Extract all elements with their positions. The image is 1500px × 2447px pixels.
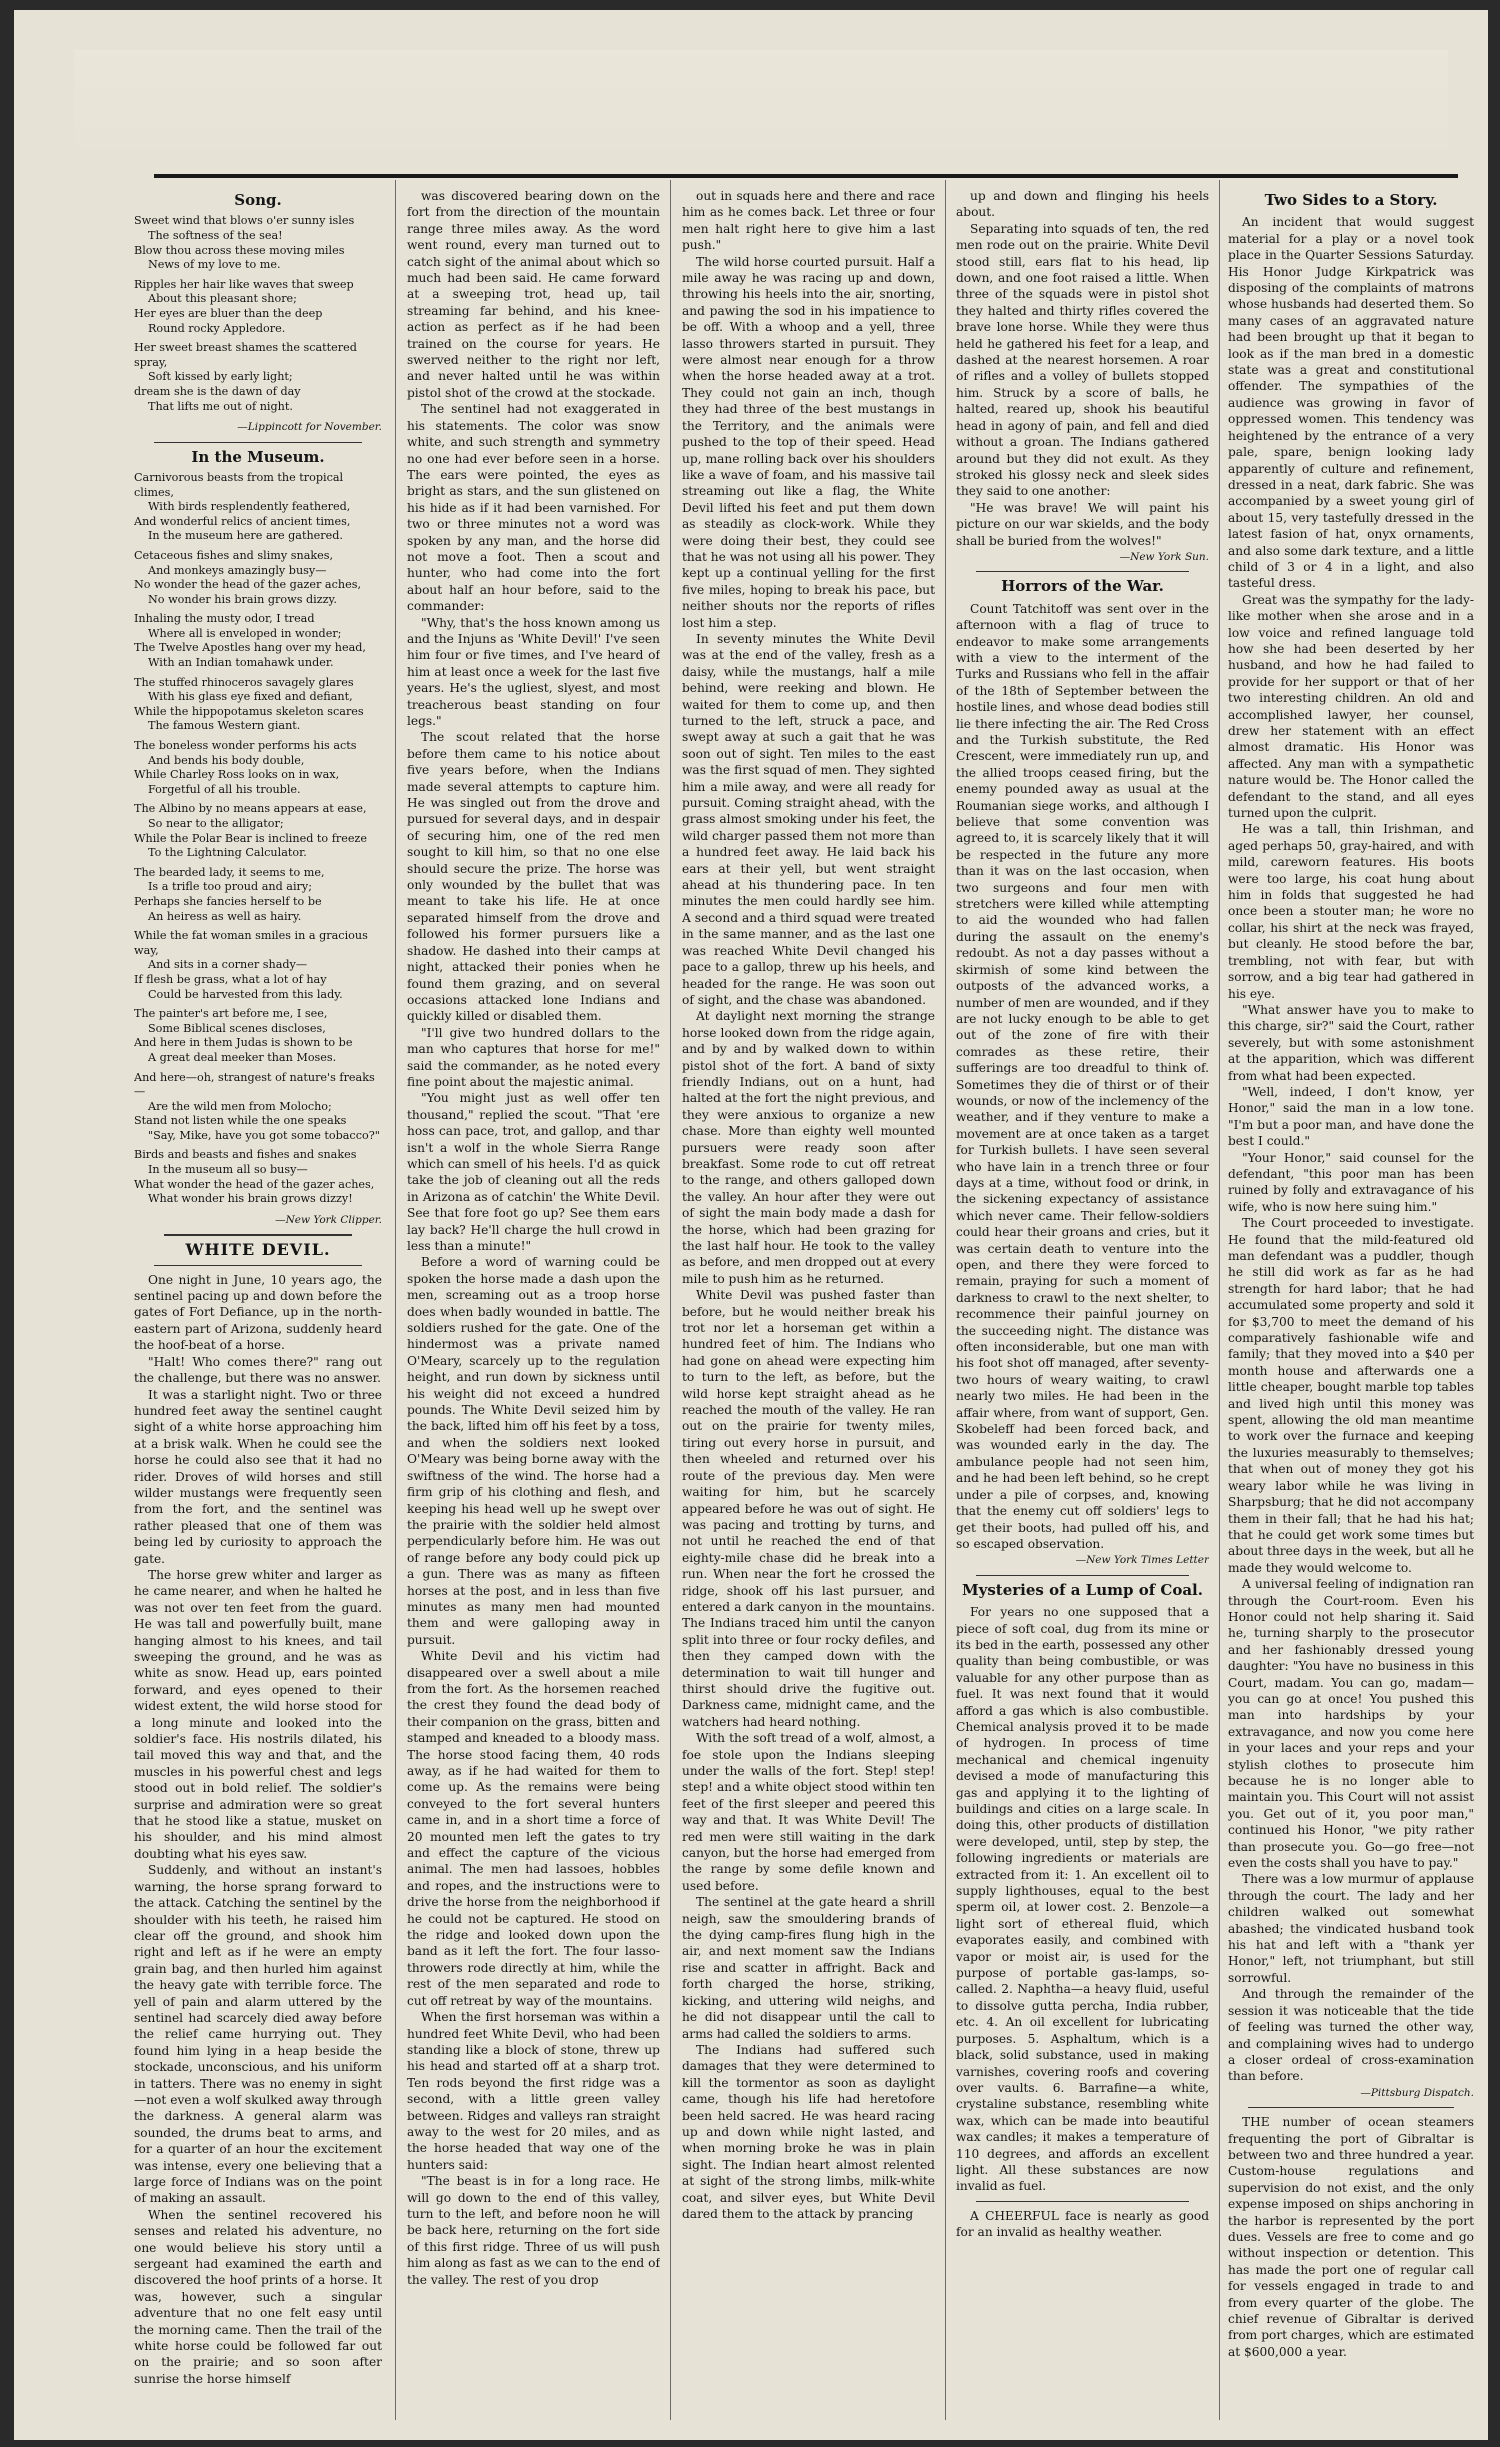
newspaper-page <box>14 10 1488 2440</box>
poem-line: Forgetful of all his trouble. <box>148 782 301 796</box>
poem-line: And sits in a corner shady— <box>148 958 308 972</box>
paragraph: When the first horseman was within a hundred feet White Devil, who had been standing like a block of stone, threw up his head and started off at a sharp trot. Ten rods beyond the first ridge was a second, with a little green valley between. Ridges and valleys ran straight away to the west for 20 miles, and as the horse headed that way one of the hunters said: <box>407 2010 660 2172</box>
paragraph: In seventy minutes the White Devil was at the end of the valley, fresh as a daisy, while the mustangs, half a mile behind, were reeking and blown. He waited for them to come up, and then turned to the left, struck a pace, and swept away at such a gait that he was soon out of sight. Ten miles to the east was the first squad of men. They sighted him a mile away, and were all ready for pursuit. Coming straight ahead, with the grass almost smoking under his feet, the wild charger passed them not more than a hundred feet away. He laid back his ears at their yell, but went straight ahead at his thundering pace. In ten minutes the men could hardly see him. A second and a third squad were treated in the same manner, and as the last one was reached White Devil changed his pace to a gallop, threw up his heels, and headed for the range. He was soon out of sight, and the chase was abandoned. <box>682 631 935 1007</box>
poem-line: Her sweet breast shames the scattered spray, <box>134 341 357 369</box>
paragraph: Count Tatchitoff was sent over in the afternoon with a flag of truce to endeavor to make some arrangements with a view to the interment of the Turks and Russians who fell in the affair of the 18th of September between the hostile lines, and whose dead bodies still lie there infecting the air. The Red Cross and the Turkish substitute, the Red Crescent, were immediately run up, and the allied troops ceased firing, but the enemy pounded away as usual at the Roumanian siege works, and although I believe that some convention was agreed to, it is scarcely likely that it will be respected in the future any more than it was on the last occasion, when two surgeons and four men with stretchers were killed while attempting to aid the wounded who had fallen during the assault on the enemy's redoubt. As not a day passes without a skirmish of some kind between the outposts of the advanced works, a number of men are wounded, and if they are not lucky enough to be able to get out of the zone of fire with their comrades as these retire, their sufferings are too dreadful to think of. Sometimes they die of thirst or of their wounds, or now of the inclemency of the weather, and if they venture to make a movement are at once taken as a target for Turkish bullets. I have seen several who have lain in a trench three or four days at a time, without food or drink, in the sickening expectancy of assistance which never came. Their fellow-soldiers could hear their groans and cries, but it was certain death to venture into the open, and there they were forced to remain, praying for such a moment of darkness to crawl to the next shelter, to recommence their painful journey on the succeeding night. The distance was often inconsiderable, but one man with his foot shot off managed, after seventy-two hours of weary waiting, to crawl nearly two miles. He had been in the affair where, from want of support, Gen. Skobeleff had been forced back, and was wounded early in the day. The ambulance people had not seen him, and he had been left behind, so he crept under a pile of corpses, and, knowing that the enemy cut off soldiers' legs to get their boots, had pulled off his, and so escaped observation. <box>956 601 1209 1551</box>
paragraph: And through the remainder of the session it was noticeable that the tide of feeling was turned the other way, and complaining wives had to undergo a closer ordeal of cross-examination than before. <box>1228 1987 1474 2084</box>
poem-line: While the Polar Bear is inclined to freeze <box>134 831 367 845</box>
gibraltar-item: THE number of ocean steamers frequenting the port of Gibraltar is between two and three hundred a year. Custom-house regulations and supervision do not exist, and the only expense imposed on ships anchoring in the harbor is represented by the port dues. Vessels are free to come and go without inspection or detention. This has made the port one of regular call for vessels engaged in trade to and from every quarter of the globe. The chief revenue of Gibraltar is derived from port charges, which are estimated at $600,000 a year. <box>1228 2115 1474 2359</box>
paragraph: The wild horse courted pursuit. Half a mile away he was racing up and down, throwing his heels into the air, snorting, and pawing the sod in his impatience to be off. With a whoop and a yell, three lasso throwers started in pursuit. They were almost near enough for a throw when the horse headed away at a trot. They could not gain an inch, though they had three of the best mustangs in the Territory, and the animals were pushed to the top of their speed. Head up, mane rolling back over his shoulders like a wave of foam, and his massive tail streaming out like a flag, the White Devil lifted his feet and put them down as steadily as clock-work. While they were doing their best, they could see that he was not using all his power. They kept up a continual yelling for the first five miles, hoping to break his pace, but neither shouts nor the reports of rifles lost him a step. <box>682 254 935 630</box>
poem-line: No wonder his brain grows dizzy. <box>148 592 337 606</box>
museum-poem <box>134 471 382 1207</box>
poem-line: A great deal meeker than Moses. <box>148 1050 337 1064</box>
paragraph: Before a word of warning could be spoken the horse made a dash upon the men, screaming out as a troop horse does when badly wounded in battle. The soldiers rushed for the gate. One of the hindermost was a private named O'Meary, scarcely up to the regulation height, and run down by sickness until his weight did not exceed a hundred pounds. The White Devil seized him by the back, lifted him off his feet by a toss, and when the soldiers next looked O'Meary was being borne away with the swiftness of the wind. The horse had a firm grip of his clothing and flesh, and keeping his head well up he swept over the prairie with the soldier held almost perpendicularly before him. He was out of range before any body could pick up a gun. There was as many as fifteen horses at the post, and in less than five minutes as many men had mounted them and were galloping away in pursuit. <box>407 1255 660 1647</box>
poem-line: And bends his body double, <box>148 753 305 767</box>
white-devil-story-cont <box>682 188 935 2222</box>
poem-line: Birds and beasts and fishes and snakes <box>134 1148 357 1162</box>
coal-title: Mysteries of a Lump of Coal. <box>962 1580 1203 1599</box>
column-2 <box>407 188 660 2418</box>
paragraph: There was a low murmur of applause through the court. The lady and her children walked out somewhat abashed; the vindicated husband took his hat and left with a "thank yer Honor," left, not triumphant, but still sorrowful. <box>1228 1872 1474 1985</box>
section-rule <box>976 571 1189 572</box>
poem-line: Carnivorous beasts from the tropical climes, <box>134 470 344 499</box>
paragraph: "Well, indeed, I don't know, yer Honor," said the man in a low tone. "I'm but a poor man, and have done the best I could." <box>1228 1084 1474 1149</box>
poem-line: Cetaceous fishes and slimy snakes, <box>134 548 334 562</box>
dispatch-credit: —Pittsburg Dispatch. <box>1360 2086 1474 2099</box>
poem-line: What wonder his brain grows dizzy! <box>148 1192 353 1206</box>
paragraph: up and down and flinging his heels about. <box>956 189 1209 220</box>
paragraph: White Devil and his victim had disappeared over a swell about a mile from the fort. As the horsemen reached the crest they found the dead body of their companion on the grass, bitten and stamped and kneaded to a bloody mass. The horse stood facing them, 40 rods away, as if he had waited for them to come up. As the remains were being conveyed to the fort several hunters came in, and in a short time a force of 20 mounted men left the gates to try and effect the capture of the vicious animal. The men had lassoes, hobbles and ropes, and the instructions were to drive the horse from the neighborhood if he could not be captured. He stood on the ridge and looked down upon the band as it left the fort. The four lasso-throwers rode directly at him, while the rest of the men separated and rode to cut off retreat by way of the mountains. <box>407 1649 660 2008</box>
paragraph: was discovered bearing down on the fort from the direction of the mountain range three miles away. As the word went round, every man turned out to catch sight of the animal about which so much had been said. He came forward at a sweeping trot, head up, tail streaming far behind, and his knee-action as perfect as if he had been trained on the course for years. He swerved neither to the right nor left, and never halted until he was within pistol shot of the crowd at the stockade. <box>407 189 660 400</box>
paragraph: The Court proceeded to investigate. He found that the mild-featured old man defendant was a puddler, though he still did work as far as he had strength for hard labor; that he had accumulated some property and sold it for $3,700 to meet the demand of his comparatively fashionable wife and family; that they moved into a $40 per month house and afterwards one a little cheaper, bought marble top tables and lived high until this money was spent, allowing the old man meantime to work over the furnace and keeping the luxuries measurably to themselves; that when out of money they got his weary labor while he was living in Sharpsburg; that he did not accompany them in their fall; that he had his hat; that he could get work some times but about three days in the week, but all he made they would welcome to. <box>1228 1216 1474 1575</box>
poem-line: With his glass eye fixed and defiant, <box>148 690 353 704</box>
poem-line: And wonderful relics of ancient times, <box>134 514 351 528</box>
paragraph: At daylight next morning the strange horse looked down from the ridge again, and by and by walked down to within pistol shot of the fort. A band of sixty friendly Indians, out on a hunt, had halted at the fort the night previous, and they were anxious to organize a new chase. More than eighty well mounted pursuers were ready soon after breakfast. Some rode to cut off retreat to the range, and others galloped down the valley. An hour after they were out of sight the main body made a dash for the horse, which had been grazing for the last half hour. He took to the valley as before, and men dropped out at every mile to push him as he returned. <box>682 1009 935 1286</box>
column-1 <box>134 188 382 2418</box>
poem-line: "Say, Mike, have you got some tobacco?" <box>148 1128 380 1142</box>
paragraph: He was a tall, thin Irishman, and aged perhaps 50, gray-haired, and with mild, careworn features. His boots were too large, his coat hung about him in folds that suggested he had once been a stouter man; he wore no collar, his shirt at the neck was frayed, but cleanly. He stood before the bar, trembling, not with fear, but with sorrow, and a big tear had gathered in his eye. <box>1228 822 1474 1001</box>
paragraph: Suddenly, and without an instant's warning, the horse sprang forward to the attack. Catching the sentinel by the shoulder with his teeth, he raised him clear off the ground, and shook him right and left as if he were an empty grain bag, and then hurled him against the heavy gate with terrible force. The yell of pain and alarm uttered by the sentinel had scarcely died away before the relief came hurrying out. They found him lying in a heap beside the stockade, unconscious, and his uniform in tatters. There was no enemy in sight—not even a wolf skulked away through the darkness. A general alarm was sounded, the drums beat to arms, and for a quarter of an hour the excitement was intense, every one believing that a large force of Indians was on the point of making an assault. <box>134 1863 382 2206</box>
paragraph: The horse grew whiter and larger as he came nearer, and when he halted he was not over ten feet from the guard. He was tall and powerfully built, mane hanging almost to his knees, and tail sweeping the ground, and he was as white as snow. Head up, ears pointed forward, and eyes opened to their widest extent, the wild horse stood for a long minute and looked into the soldier's face. His nostrils dilated, his tail moved this way and that, and the muscles in his powerful chest and legs stood out in bold relief. The soldier's surprise and admiration were so great that he stood like a statue, musket on his shoulder, and his mind almost doubting what his eyes saw. <box>134 1567 382 1861</box>
poem-line: With an Indian tomahawk under. <box>148 656 334 670</box>
poem-line: Soft kissed by early light; <box>148 370 293 384</box>
paragraph: "What answer have you to make to this charge, sir?" said the Court, rather severely, but with some astonishment at the apparition, which was different from what had been expected. <box>1228 1002 1474 1083</box>
poem-line: And here—oh, strangest of nature's freaks— <box>134 1070 375 1099</box>
poem-line: Where all is enveloped in wonder; <box>148 626 342 640</box>
column-divider <box>670 180 671 2420</box>
paragraph: The Indians had suffered such damages that they were determined to kill the tormentor as soon as daylight came, though his life had heretofore been held sacred. He was heard racing up and down while night lasted, and when morning broke he was in plain sight. The Indian heart almost relented at sight of the strong limbs, milk-white coat, and silver eyes, but White Devil dared them to the attack by prancing <box>682 2042 935 2221</box>
poem-line: About this pleasant shore; <box>148 292 297 306</box>
poem-line: The softness of the sea! <box>148 229 283 242</box>
poem-line: An heiress as well as hairy. <box>148 909 302 923</box>
paragraph: "Why, that's the hoss known among us and the Injuns as 'White Devil!' I've seen him four or five times, and I've heard of him at least once a week for the last five years. He's the ugliest, slyest, and most treacherous beast standing on four legs." <box>407 615 660 728</box>
paragraph: "Your Honor," said counsel for the defendant, "this poor man has been ruined by folly and extravagance of his wife, who is now here suing him." <box>1228 1150 1474 1214</box>
section-rule <box>976 1575 1189 1576</box>
poem-line: Sweet wind that blows o'er sunny isles <box>134 214 355 228</box>
paragraph: An incident that would suggest material for a play or a novel took place in the Quarter Sessions Saturday. His Honor Judge Kirkpatrick was disposing of the complaints of matrons whose husbands had deserted them. So many cases of an aggravated nature had been brought up that it began to look as if the man bred in a domestic state was a great and constitutional offender. The sympathies of the audience was growing in favor of oppressed women. This tendency was heightened by the entrance of a very pale, spare, benign looking lady apparently of culture and refinement, dressed in a neat, dark fabric. She was accompanied by a sweet young girl of about 15, very tastefully dressed in the latest fasion of hat, onyx ornaments, and also some dark texture, and a little child of 3 or 4 in a light, and also tasteful dress. <box>1228 215 1474 591</box>
paragraph: "Halt! Who comes there?" rang out the challenge, but there was no answer. <box>134 1354 382 1386</box>
song-poem <box>134 214 382 414</box>
poem-line: The stuffed rhinoceros savagely glares <box>134 675 354 689</box>
section-rule <box>164 1234 352 1236</box>
poem-line: Are the wild men from Molocho; <box>148 1099 332 1113</box>
poem-line: And here in them Judas is shown to be <box>134 1036 353 1050</box>
poem-line: With birds resplendently feathered, <box>148 500 351 514</box>
paragraph: "The beast is in for a long race. He will go down to the end of this valley, turn to the left, and before noon he will be back here, returning on the fort side of this first ridge. Three of us will push him along as fast as we can to the end of the valley. The rest of you drop <box>407 2174 660 2287</box>
poem-line: In the museum all so busy— <box>148 1163 308 1177</box>
poem-line: Some Biblical scenes discloses, <box>148 1021 326 1035</box>
times-credit: —New York Times Letter <box>1075 1554 1209 1567</box>
top-rule <box>154 174 1458 178</box>
museum-credit: —New York Clipper. <box>275 1213 382 1226</box>
paragraph: It was a starlight night. Two or three hundred feet away the sentinel caught sight of a white horse approaching him at a brisk walk. When he could see the horse he could also see that it had no rider. Droves of wild horses and still wilder mustangs were frequently seen from the fort, and the sentinel was rather pleased that one of them was being led by curiosity to approach the gate. <box>134 1387 382 1566</box>
song-credit: —Lippincott for November. <box>237 421 382 434</box>
coal-story <box>956 1604 1209 2195</box>
white-devil-story <box>134 1272 382 2388</box>
paragraph: White Devil was pushed faster than before, but he would neither break his trot nor let a horseman get within a hundred feet of him. The Indians who had gone on ahead were expecting him to turn to the left, as before, but the wild horse kept straight ahead as he reached the mouth of the valley. He ran out on the prairie for twenty miles, tiring out every horse in pursuit, and then wheeled and returned over his route of the previous day. Men were waiting for him, but he scarcely appeared before he was out of sight. He was pacing and trotting by turns, and not until he reached the end of that eighty-mile chase did he break into a run. When near the fort he crossed the ridge, shook off his last pursuer, and entered a dark canyon in the mountains. The Indians traced him until the canyon split into three or four rocky defiles, and then they camped down with the determination to wait till hunger and thirst should drive the fugitive out. Darkness came, midnight came, and the watchers had heard nothing. <box>682 1288 935 1729</box>
poem-line: Is a trifle too proud and airy; <box>148 880 312 894</box>
paragraph: One night in June, 10 years ago, the sentinel pacing up and down before the gates of Fort Defiance, up in the north-eastern part of Arizona, suddenly heard the hoof-beat of a horse. <box>134 1272 382 1353</box>
two-sides-title: Two Sides to a Story. <box>1264 191 1438 209</box>
song-title: Song. <box>234 191 282 209</box>
poem-line: While the hippopotamus skeleton scares <box>134 704 364 718</box>
paragraph: out in squads here and there and race him as he comes back. Let three or four men halt right here to give him a last push." <box>682 189 935 253</box>
paragraph: "I'll give two hundred dollars to the man who captures that horse for me!" said the commander, as he noted every fine point about the majestic animal. <box>407 1025 660 1089</box>
column-4 <box>956 188 1209 2418</box>
paragraph: When the sentinel recovered his senses and related his adventure, no one would believe his story until a sergeant had examined the earth and discovered the hoof prints of a horse. It was, however, such a singular adventure that no one felt easy until the morning came. Then the trail of the white horse could be followed far out on the prairie; and so soon after sunrise the horse himself <box>134 2207 382 2386</box>
poem-line: In the museum here are gathered. <box>148 529 343 543</box>
poem-line: The painter's art before me, I see, <box>134 1007 328 1021</box>
poem-line: The Twelve Apostles hang over my head, <box>134 641 366 655</box>
poem-line: Her eyes are bluer than the deep <box>134 306 323 320</box>
poem-line: That lifts me out of night. <box>148 399 293 413</box>
paragraph: Great was the sympathy for the lady-like mother when she arose and in a low voice and refined language told how she had been deserted by her husband, and how he had failed to provide for her support or that of her two interesting children. An old and accomplished lawyer, her counsel, drew her statement with an effect almost dramatic. His Honor was affected. Any man with a sympathetic nature would be. The Honor called the defendant to the stand, and all eyes turned upon the culprit. <box>1228 592 1474 821</box>
poem-line: What wonder the head of the gazer aches, <box>134 1177 375 1191</box>
poem-line: Round rocky Appledore. <box>148 321 286 335</box>
poem-line: No wonder the head of the gazer aches, <box>134 578 361 592</box>
column-divider <box>945 180 946 2420</box>
poem-line: Stand not listen while the one speaks <box>134 1114 347 1128</box>
poem-line: The Albino by no means appears at ease, <box>134 802 367 816</box>
poem-line: Inhaling the musty odor, I tread <box>134 612 315 626</box>
poem-line: So near to the alligator; <box>148 817 284 830</box>
section-rule <box>154 1265 362 1266</box>
poem-line: Perhaps she fancies herself to be <box>134 894 322 908</box>
poem-line: The boneless wonder performs his acts <box>134 739 357 753</box>
poem-line: While the fat woman smiles in a gracious way, <box>134 929 368 957</box>
poem-line: The famous Western giant. <box>148 719 301 733</box>
paragraph: The scout related that the horse before them came to his notice about five years before, when the Indians made several attempts to capture him. He was singled out from the drove and pursued for several days, and in despair of securing him, one of the red men sought to kill him, so that no one else should secure the prize. The horse was only wounded by the bullet that was meant to take his life. He at once separated himself from the drove and followed his former pursuers like a shadow. He dashed into their camps at night, attacked their ponies when he found them grazing, and on several occasions attacked lone Indians and quickly killed or disabled them. <box>407 730 660 1024</box>
paragraph: For years no one supposed that a piece of soft coal, dug from its mine or its bed in the earth, possessed any other quality than being combustible, or was valuable for any other purpose than as fuel. It was next found that it would afford a gas which is also combustible. Chemical analysis proved it to be made of hydrogen. In process of time mechanical and chemical ingenuity devised a mode of manufacturing this gas and applying it to the lighting of buildings and cities on a large scale. In doing this, other products of distillation were developed, until, step by step, the following ingredients or materials are extracted from it: 1. An excellent oil to supply lighthouses, equal to the best sperm oil, at lower cost. 2. Benzole—a light sort of ethereal fluid, which evaporates easily, and combined with vapor or moist air, is used for the purpose of portable gas-lamps, so-called. 2. Naphtha—a heavy fluid, useful to dissolve gutta percha, India rubber, etc. 4. An oil excellent for lubricating purposes. 5. Asphaltum, which is a black, solid substance, used in making varnishes, covering roofs and covering over vaults. 6. Barrafine—a white, crystaline substance, resembling white wax, which can be made into beautiful wax candles; it makes a temperature of 110 degrees, and affords an excellent light. All these substances are now invalid as fuel. <box>956 1605 1209 2194</box>
masthead-bleedthrough <box>74 50 1448 170</box>
paragraph: Separating into squads of ten, the red men rode out on the prairie. White Devil stood still, ears flat to his head, lip down, and one foot raised a little. When three of the squads were in pistol shot they halted and thirty rifles covered the brave lone horse. While they were thus held he gathered his feet for a leap, and dashed at the nearest horsemen. A roar of rifles and a volley of bullets stopped him. Struck by a score of balls, he halted, reared up, shook his beautiful head in agony of pain, and fell and died without a groan. The Indians gathered around but they did not exult. As they stroked his glossy neck and sleek sides they said to one another: <box>956 221 1209 499</box>
poem-line: Could be harvested from this lady. <box>148 987 343 1001</box>
poem-line: Ripples her hair like waves that sweep <box>134 277 354 291</box>
horrors-title: Horrors of the War. <box>1001 577 1164 596</box>
section-rule <box>154 442 362 443</box>
section-rule <box>1248 2107 1454 2108</box>
white-devil-title: WHITE DEVIL. <box>185 1240 331 1260</box>
museum-title: In the Museum. <box>191 447 325 466</box>
horrors-story <box>956 601 1209 1553</box>
paragraph: The sentinel had not exaggerated in his statements. The color was snow white, and such strength and symmetry no one had ever before seen in a horse. The ears were pointed, the eyes as bright as stars, and the sun glistened on his hide as if it had been varnished. For two or three minutes not a word was spoken by any man, and the horse did not move a foot. Then a scout and hunter, who had come into the fort about half an hour before, said to the commander: <box>407 402 660 614</box>
poem-line: If flesh be grass, what a lot of hay <box>134 972 327 986</box>
paragraph: With the soft tread of a wolf, almost, a foe stole upon the Indians sleeping under the walls of the fort. Step! step! step! and a white object stood within ten feet of the first sleeper and peered this way and that. It was White Devil! The red men were still waiting in the dark canyon, but the horse had emerged from the range by some defile known and used before. <box>682 1731 935 1893</box>
paragraph: A universal feeling of indignation ran through the Court-room. Even his Honor could not help sharing it. Said he, turning sharply to the prosecutor and her fashionably dressed young daughter: "You have no business in this Court, madam. You can go, madam—you can go at once! You pushed this man into hardships by your extravagance, and now you come here in your laces and your reps and your stylish clothes to prosecute him because he is no longer able to maintain you. This Court will not assist you. Get out of it, you poor man," continued his Honor, "we pity rather than prosecute you. Go—go free—not even the costs shall you have to pay." <box>1228 1577 1474 1871</box>
column-divider <box>395 180 396 2420</box>
poem-line: News of my love to me. <box>148 258 281 272</box>
column-5 <box>1228 188 1474 2418</box>
column-3 <box>682 188 935 2418</box>
poem-line: And monkeys amazingly busy— <box>148 563 327 577</box>
column-divider <box>1219 180 1220 2420</box>
poem-line: dream she is the dawn of day <box>134 384 301 398</box>
paragraph: "He was brave! We will paint his picture on our war skields, and the body shall be buried from the wolves!" <box>956 500 1209 548</box>
two-sides-story <box>1228 214 1474 2084</box>
white-devil-story-end <box>956 188 1209 549</box>
poem-line: To the Lightning Calculator. <box>148 846 307 860</box>
cheerful-item: A CHEERFUL face is nearly as good for an invalid as healthy weather. <box>956 2208 1209 2240</box>
white-devil-story-cont <box>407 188 660 2288</box>
paragraph: "You might just as well offer ten thousand," replied the scout. "That 'ere hoss can pace, trot, and gallop, and thar isn't a wolf in the whole Sierra Range which can smell of his heels. I'd as quick take the job of cleaning out all the reds in Arizona as of catchin' the White Devil. See that fore foot go up? See them ears lay back? He'll charge the hull crowd in less than a minute!" <box>407 1091 660 1253</box>
poem-line: The bearded lady, it seems to me, <box>134 865 325 879</box>
poem-line: While Charley Ross looks on in wax, <box>134 768 340 782</box>
sun-credit: —New York Sun. <box>1119 550 1209 563</box>
poem-line: Blow thou across these moving miles <box>134 243 345 257</box>
paragraph: The sentinel at the gate heard a shrill neigh, saw the smouldering brands of the dying camp-fires flung high in the air, and next moment saw the Indians rise and scatter in affright. Back and forth charged the horse, striking, kicking, and uttering wild neighs, and he did not disappear until the call to arms had called the soldiers to arms. <box>682 1895 935 2041</box>
section-rule <box>976 2201 1189 2202</box>
